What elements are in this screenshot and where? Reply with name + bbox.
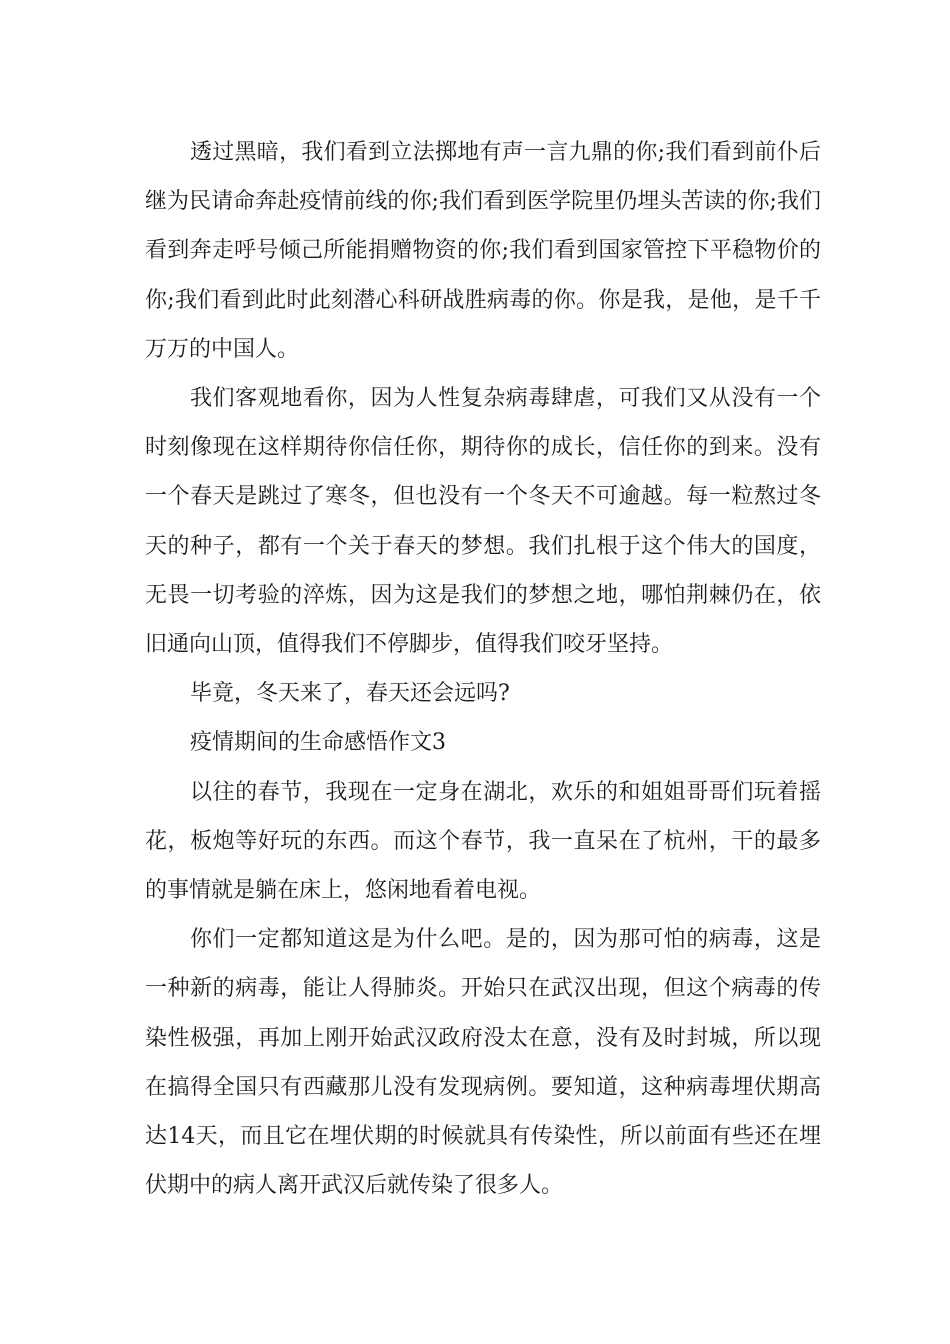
document-body	[145, 128, 821, 1210]
paragraph-5: 你们一定都知道这是为什么吧。是的，因为那可怕的病毒，这是一种新的病毒，能让人得肺炎。开始只在武汉出现，但这个病毒的传染性极强，再加上刚开始武汉政府没太在意，没有及时封城，所以现在搞得全国只有西藏那儿没有发现病例。要知道，这种病毒埋伏期高达14天，而且它在埋伏期的时候就具有传染性，所以前面有些还在埋伏期中的病人离开武汉后就传染了很多人。	[145, 927, 821, 1199]
section-heading: 疫情期间的生命感悟作文3	[190, 730, 446, 756]
paragraph-2: 我们客观地看你，因为人性复杂病毒肆虐，可我们又从没有一个时刻像现在这样期待你信任你，期待你的成长，信任你的到来。没有一个春天是跳过了寒冬，但也没有一个冬天不可逾越。每一粒熬过冬天的种子，都有一个关于春天的梦想。我们扎根于这个伟大的国度，无畏一切考验的淬炼，因为这是我们的梦想之地，哪怕荆棘仍在，依旧通向山顶，值得我们不停脚步，值得我们咬牙坚持。	[145, 386, 821, 658]
paragraph-4: 以往的春节，我现在一定身在湖北，欢乐的和姐姐哥哥们玩着摇花，板炮等好玩的东西。而这个春节，我一直呆在了杭州，干的最多的事情就是躺在床上，悠闲地看着电视。	[145, 779, 821, 904]
paragraph-1: 透过黑暗，我们看到立法掷地有声一言九鼎的你;我们看到前仆后继为民请命奔赴疫情前线的你;我们看到医学院里仍埋头苦读的你;我们看到奔走呼号倾己所能捐赠物资的你;我们看到国家管控下平稳物价的你;我们看到此时此刻潜心科研战胜病毒的你。你是我，是他，是千千万万的中国人。	[145, 140, 821, 362]
paragraph-3: 毕竟，冬天来了，春天还会远吗?	[190, 681, 510, 707]
